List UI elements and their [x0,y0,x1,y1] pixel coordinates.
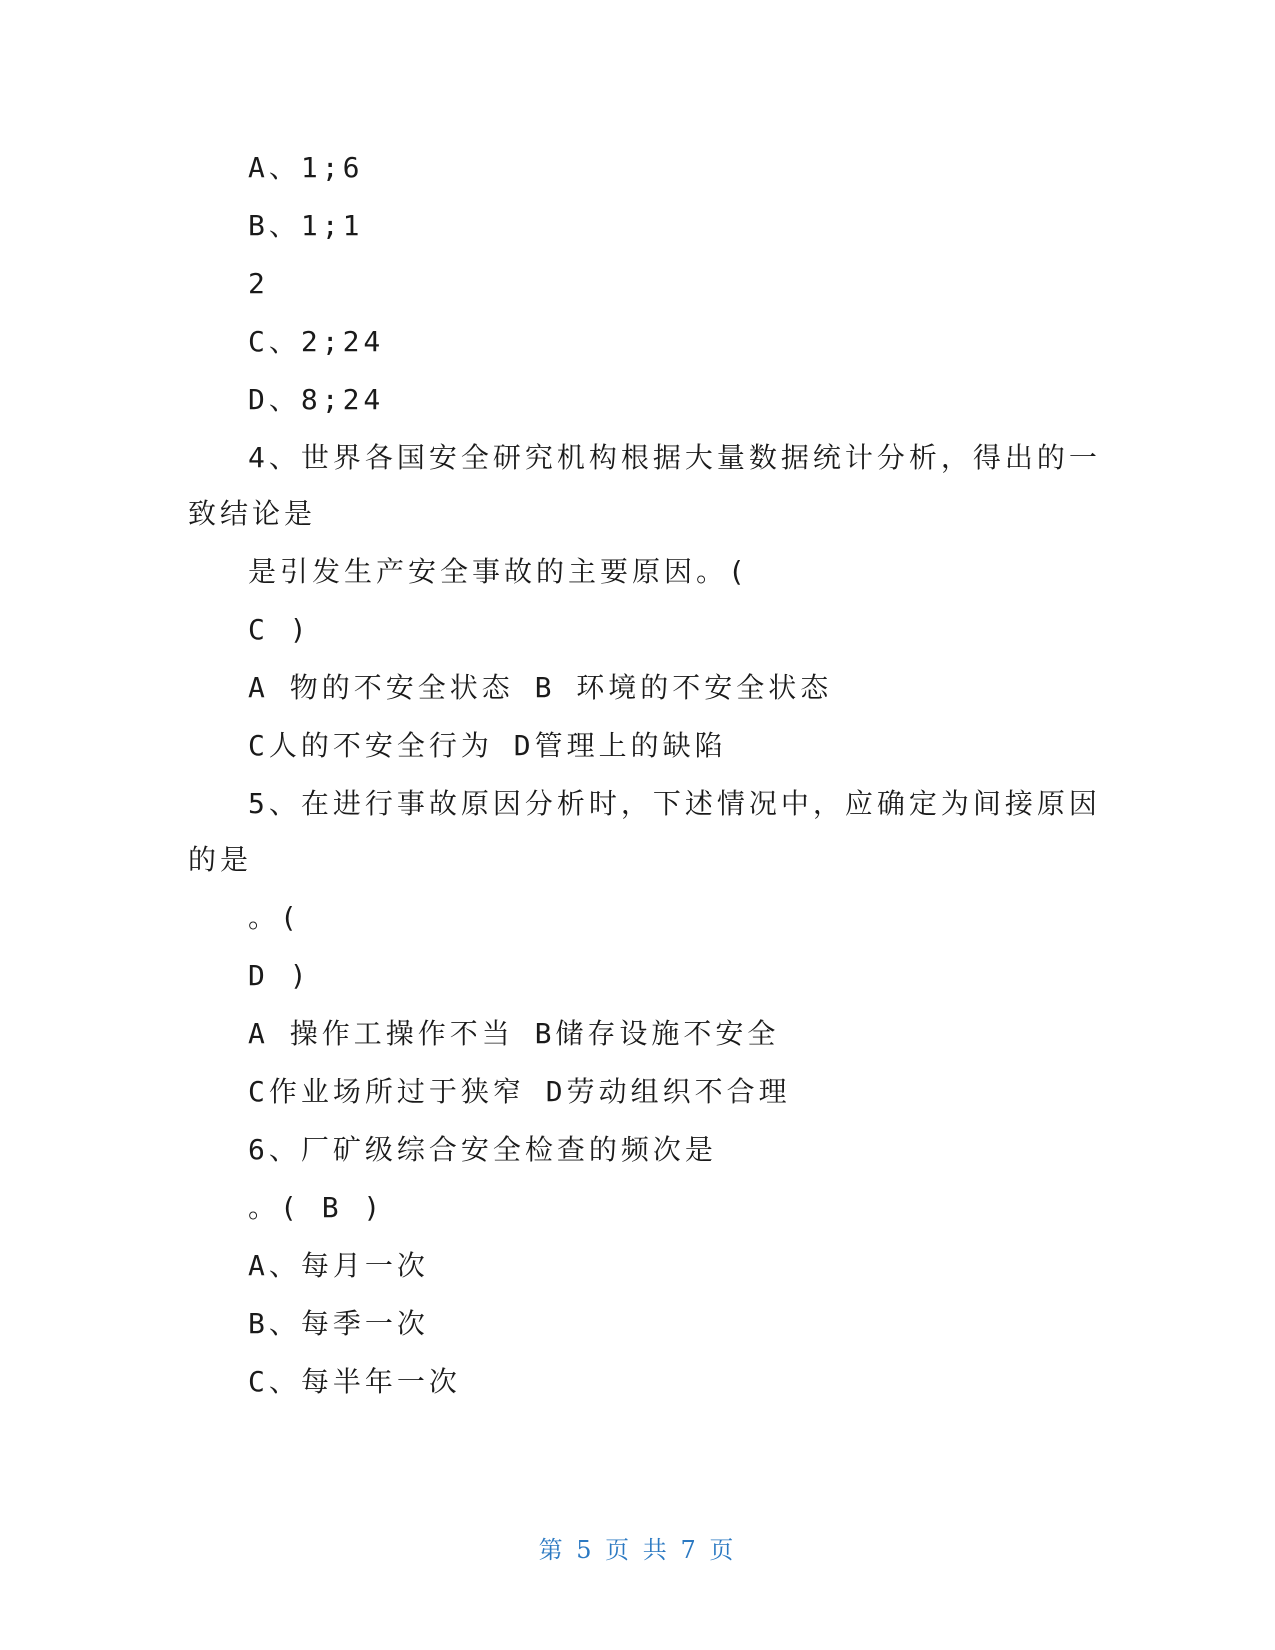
question-4-answer: C ) [248,613,311,646]
question-5-answer: D ) [248,959,311,992]
option-b-q3: B、1;1 [248,209,364,242]
option-c-q3: C、2;24 [248,325,385,358]
question-4-text: 4、世界各国安全研究机构根据大量数据统计分析，得出的一 [248,441,1101,474]
option-a-q3: A、1;6 [248,151,364,184]
question-5-text-tail: 。( [248,901,301,934]
page-number-footer: 第 5 页 共 7 页 [538,1536,737,1564]
question-5-options-cd: C作业场所过于狭窄 D劳动组织不合理 [248,1075,791,1108]
question-4-text-tail: 是引发生产安全事故的主要原因。( [248,555,749,588]
question-5-text: 5、在进行事故原因分析时，下述情况中，应确定为间接原因 [248,787,1101,820]
question-6-option-c: C、每半年一次 [248,1365,461,1398]
question-5-text-continued: 的是 [188,843,253,876]
option-b-q3-continued: 2 [248,267,269,300]
option-d-q3: D、8;24 [248,383,385,416]
question-4-options-ab: A 物的不安全状态 B 环境的不安全状态 [248,671,833,704]
question-5-options-ab: A 操作工操作不当 B储存设施不安全 [248,1017,780,1050]
question-6-answer: 。( B ) [248,1191,385,1224]
question-4-text-continued: 致结论是 [188,497,317,530]
question-6-option-a: A、每月一次 [248,1249,429,1282]
question-4-options-cd: C人的不安全行为 D管理上的缺陷 [248,729,727,762]
question-6-text: 6、厂矿级综合安全检查的频次是 [248,1133,717,1166]
question-6-option-b: B、每季一次 [248,1307,429,1340]
